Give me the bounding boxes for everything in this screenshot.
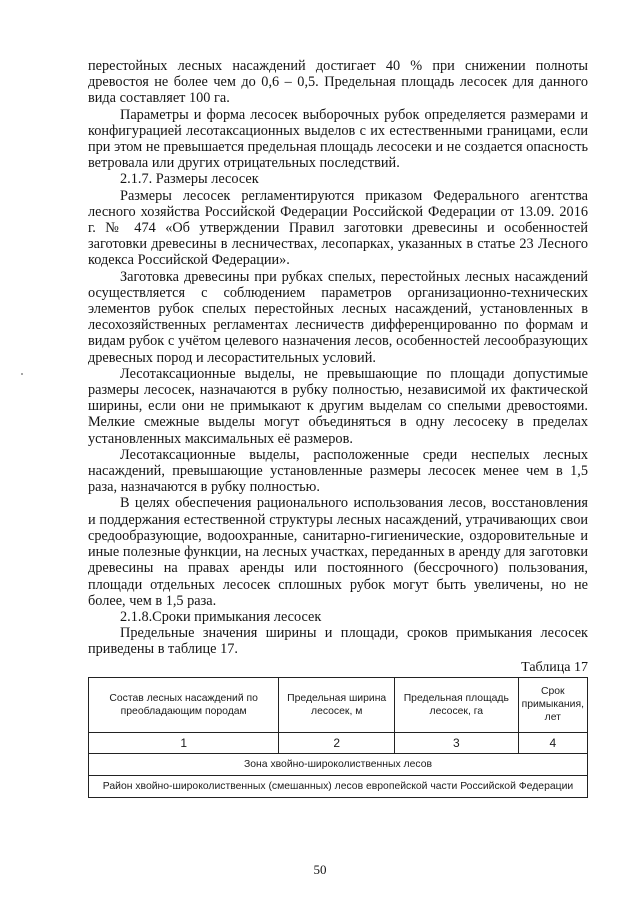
paragraph-2: Параметры и форма лесосек выборочных рубок определяется размерами и конфигурацией лесотаксационных выделов с их естественными границами, если при этом не превышается предельная площадь лесосеки и не создается опасность ветровала или других отрицательных последствий. xyxy=(88,106,588,172)
column-number-1: 1 xyxy=(89,732,279,753)
scan-speck xyxy=(21,373,23,375)
header-composition: Состав лесных насаждений по преобладающим породам xyxy=(89,677,279,732)
table-caption: Таблица 17 xyxy=(521,659,588,675)
column-number-4: 4 xyxy=(518,732,587,753)
paragraph-1: перестойных лесных насаждений достигает 40 % при снижении полноты древостоя не более чем до 0,6 – 0,5. Предельная площадь лесосек для данного вида составляет 100 га. xyxy=(88,58,588,107)
section-heading-2-1-7: 2.1.7. Размеры лесосек xyxy=(120,171,259,188)
table-17 xyxy=(88,677,588,798)
table-zone-row xyxy=(89,753,588,775)
header-adjacency-period: Срок примыкания, лет xyxy=(518,677,587,732)
page-number: 50 xyxy=(313,862,327,877)
paragraph-7: В целях обеспечения рационального использования лесов, восстановления и поддержания естественной структуры лесных насаждений, утрачивающих свои средообразующие, водоохранные, санитарно-гигиенические, оздоровительные и иные полезные функции, на лесных участках, переданных в аренду для заготовки древесины на правах аренды или постоянного (бессрочного) пользования, площади отдельных лесосек сплошных рубок могут быть увеличены, но не более, чем в 1,5 раза. xyxy=(88,495,588,609)
column-number-2: 2 xyxy=(279,732,395,753)
header-max-width: Предельная ширина лесосек, м xyxy=(279,677,395,732)
paragraph-4: Заготовка древесины при рубках спелых, перестойных лесных насаждений осуществляется с соблюдением параметров организационно-технических элементов рубок спелых перестойных лесных насаждений, установленных в лесохозяйственных регламентах лесничеств дифференцированно по формам и видам рубок с учётом целевого назначения лесов, особенностей лесообразующих древесных пород и лесорастительных условий. xyxy=(88,268,588,366)
section-heading-2-1-8: 2.1.8.Сроки примыкания лесосек xyxy=(120,608,322,625)
paragraph-8: Предельные значения ширины и площади, сроков примыкания лесосек приведены в таблице 17. xyxy=(88,625,588,658)
table-region-row xyxy=(89,775,588,797)
forest-region: Район хвойно-широколиственных (смешанных) лесов европейской части Российской Федерации xyxy=(89,775,588,797)
document-page xyxy=(88,58,588,798)
forest-zone: Зона хвойно-широколиственных лесов xyxy=(89,753,588,775)
table-number-row xyxy=(89,732,588,753)
paragraph-3: Размеры лесосек регламентируются приказом Федерального агентства лесного хозяйства Российской Федерации Российской Федерации от 13.09. 2016 г. № 474 «Об утверждении Правил заготовки древесины и особенностей заготовки древесины в лесничествах, лесопарках, указанных в статье 23 Лесного кодекса Российской Федерации». xyxy=(88,187,588,269)
table-header-row xyxy=(89,677,588,732)
paragraph-6: Лесотаксационные выделы, расположенные среди неспелых лесных насаждений, превышающие установленные размеры лесосек менее чем в 1,5 раза, назначаются в рубку полностью. xyxy=(88,446,588,496)
paragraph-5: Лесотаксационные выделы, не превышающие по площади допустимые размеры лесосек, назначаются в рубку полностью, независимой их фактической ширины, если они не примыкают к другим выделам со спелыми древостоями. Мелкие смежные выделы могут объединяться в одну лесосеку в пределах установленных максимальных её размеров. xyxy=(88,365,588,447)
column-number-3: 3 xyxy=(395,732,519,753)
header-max-area: Предельная площадь лесосек, га xyxy=(395,677,519,732)
